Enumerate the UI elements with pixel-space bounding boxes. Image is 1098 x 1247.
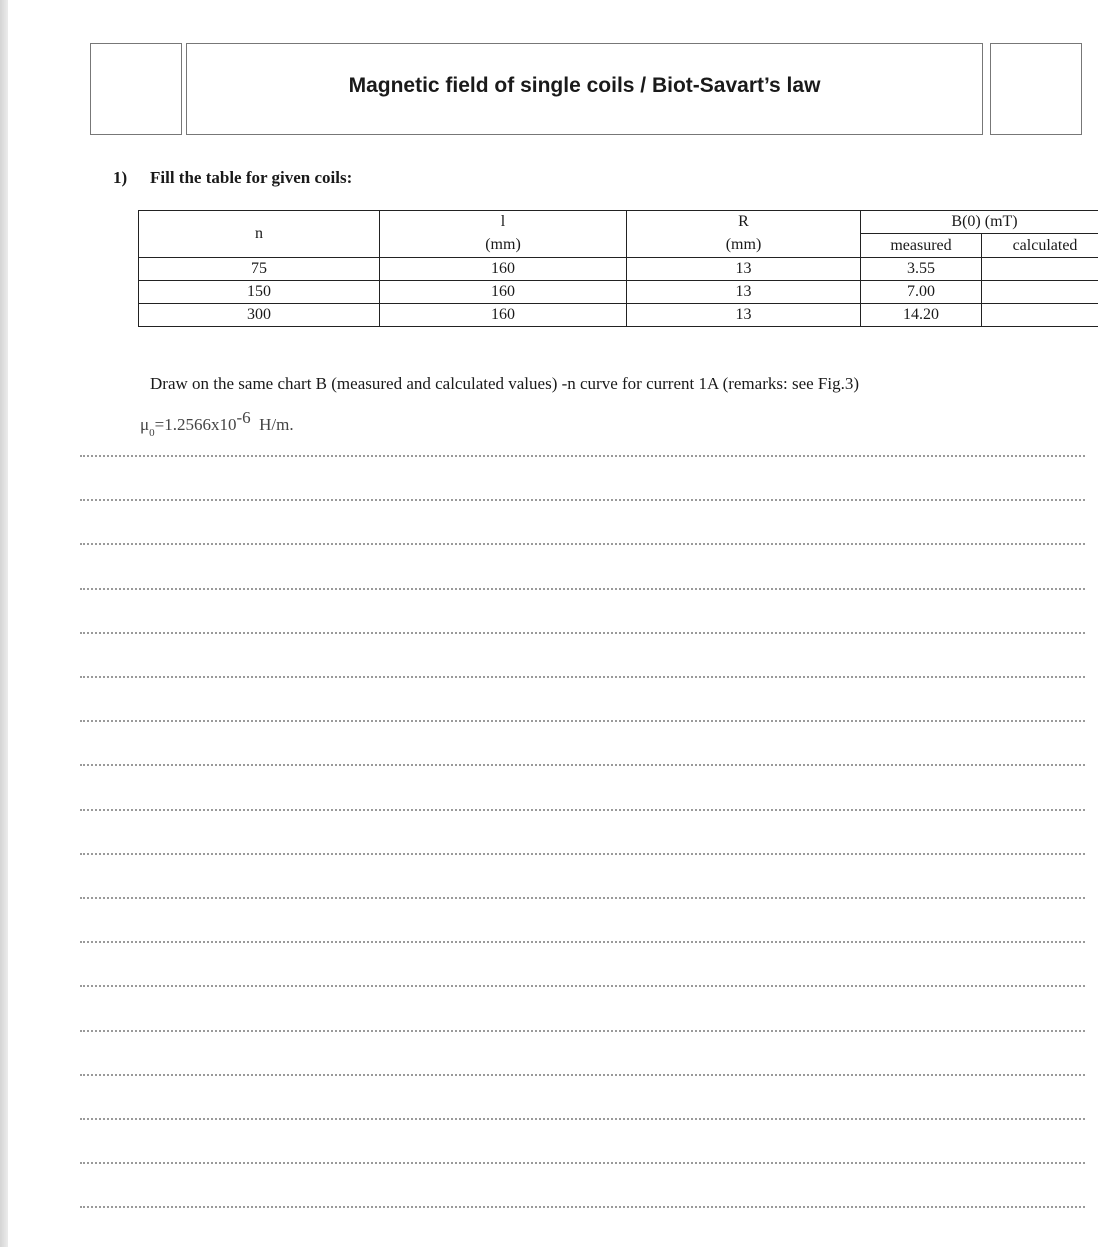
cell-l: 160 (380, 258, 627, 281)
answer-line[interactable] (80, 809, 1085, 811)
answer-line[interactable] (80, 1074, 1085, 1076)
header-l-unit: (mm) (380, 234, 627, 258)
page-title: Magnetic field of single coils / Biot-Savart’s law (348, 74, 821, 97)
answer-line[interactable] (80, 897, 1085, 899)
mu-exponent: -6 (236, 408, 251, 427)
header-calculated: calculated (982, 234, 1098, 258)
header-l: l (380, 211, 627, 234)
answer-line[interactable] (80, 543, 1085, 545)
table-row (139, 281, 1098, 304)
mu-unit: H/m. (259, 415, 294, 434)
answer-line[interactable] (80, 1030, 1085, 1032)
page-edge (0, 0, 8, 1247)
cell-calculated[interactable] (982, 281, 1098, 304)
cell-calculated[interactable] (982, 304, 1098, 327)
question-text: Fill the table for given coils: (150, 168, 353, 187)
mu0-constant (140, 408, 294, 439)
answer-line[interactable] (80, 499, 1085, 501)
answer-line[interactable] (80, 941, 1085, 943)
header-logo-box-left (90, 43, 182, 135)
answer-line[interactable] (80, 720, 1085, 722)
chart-instruction: Draw on the same chart B (measured and calculated values) -n curve for current 1A (remarks: see Fig.3) (150, 374, 859, 393)
cell-n: 75 (139, 258, 380, 281)
answer-line[interactable] (80, 764, 1085, 766)
mu-value: =1.2566x10 (154, 415, 237, 434)
table-row (139, 304, 1098, 327)
header-r: R (627, 211, 861, 234)
header-measured: measured (861, 234, 982, 258)
coils-table (138, 210, 1098, 327)
answer-line[interactable] (80, 1162, 1085, 1164)
answer-line[interactable] (80, 1206, 1085, 1208)
cell-n: 300 (139, 304, 380, 327)
question-number: 1) (113, 168, 128, 187)
table-row (139, 258, 1098, 281)
cell-r: 13 (627, 304, 861, 327)
cell-l: 160 (380, 281, 627, 304)
cell-r: 13 (627, 281, 861, 304)
answer-line[interactable] (80, 1118, 1085, 1120)
header-r-unit: (mm) (627, 234, 861, 258)
mu-symbol: μ (140, 415, 150, 434)
answer-line[interactable] (80, 853, 1085, 855)
header-n: n (139, 211, 380, 258)
header-b0: B(0) (mT) (861, 211, 1098, 234)
answer-line[interactable] (80, 455, 1085, 457)
cell-measured: 7.00 (861, 281, 982, 304)
answer-line[interactable] (80, 588, 1085, 590)
mu-subscript: 0 (149, 427, 155, 439)
cell-l: 160 (380, 304, 627, 327)
answer-line[interactable] (80, 985, 1085, 987)
cell-n: 150 (139, 281, 380, 304)
answer-line[interactable] (80, 632, 1085, 634)
cell-measured: 3.55 (861, 258, 982, 281)
header-logo-box-right (990, 43, 1082, 135)
cell-measured: 14.20 (861, 304, 982, 327)
answer-line[interactable] (80, 676, 1085, 678)
cell-r: 13 (627, 258, 861, 281)
cell-calculated[interactable] (982, 258, 1098, 281)
